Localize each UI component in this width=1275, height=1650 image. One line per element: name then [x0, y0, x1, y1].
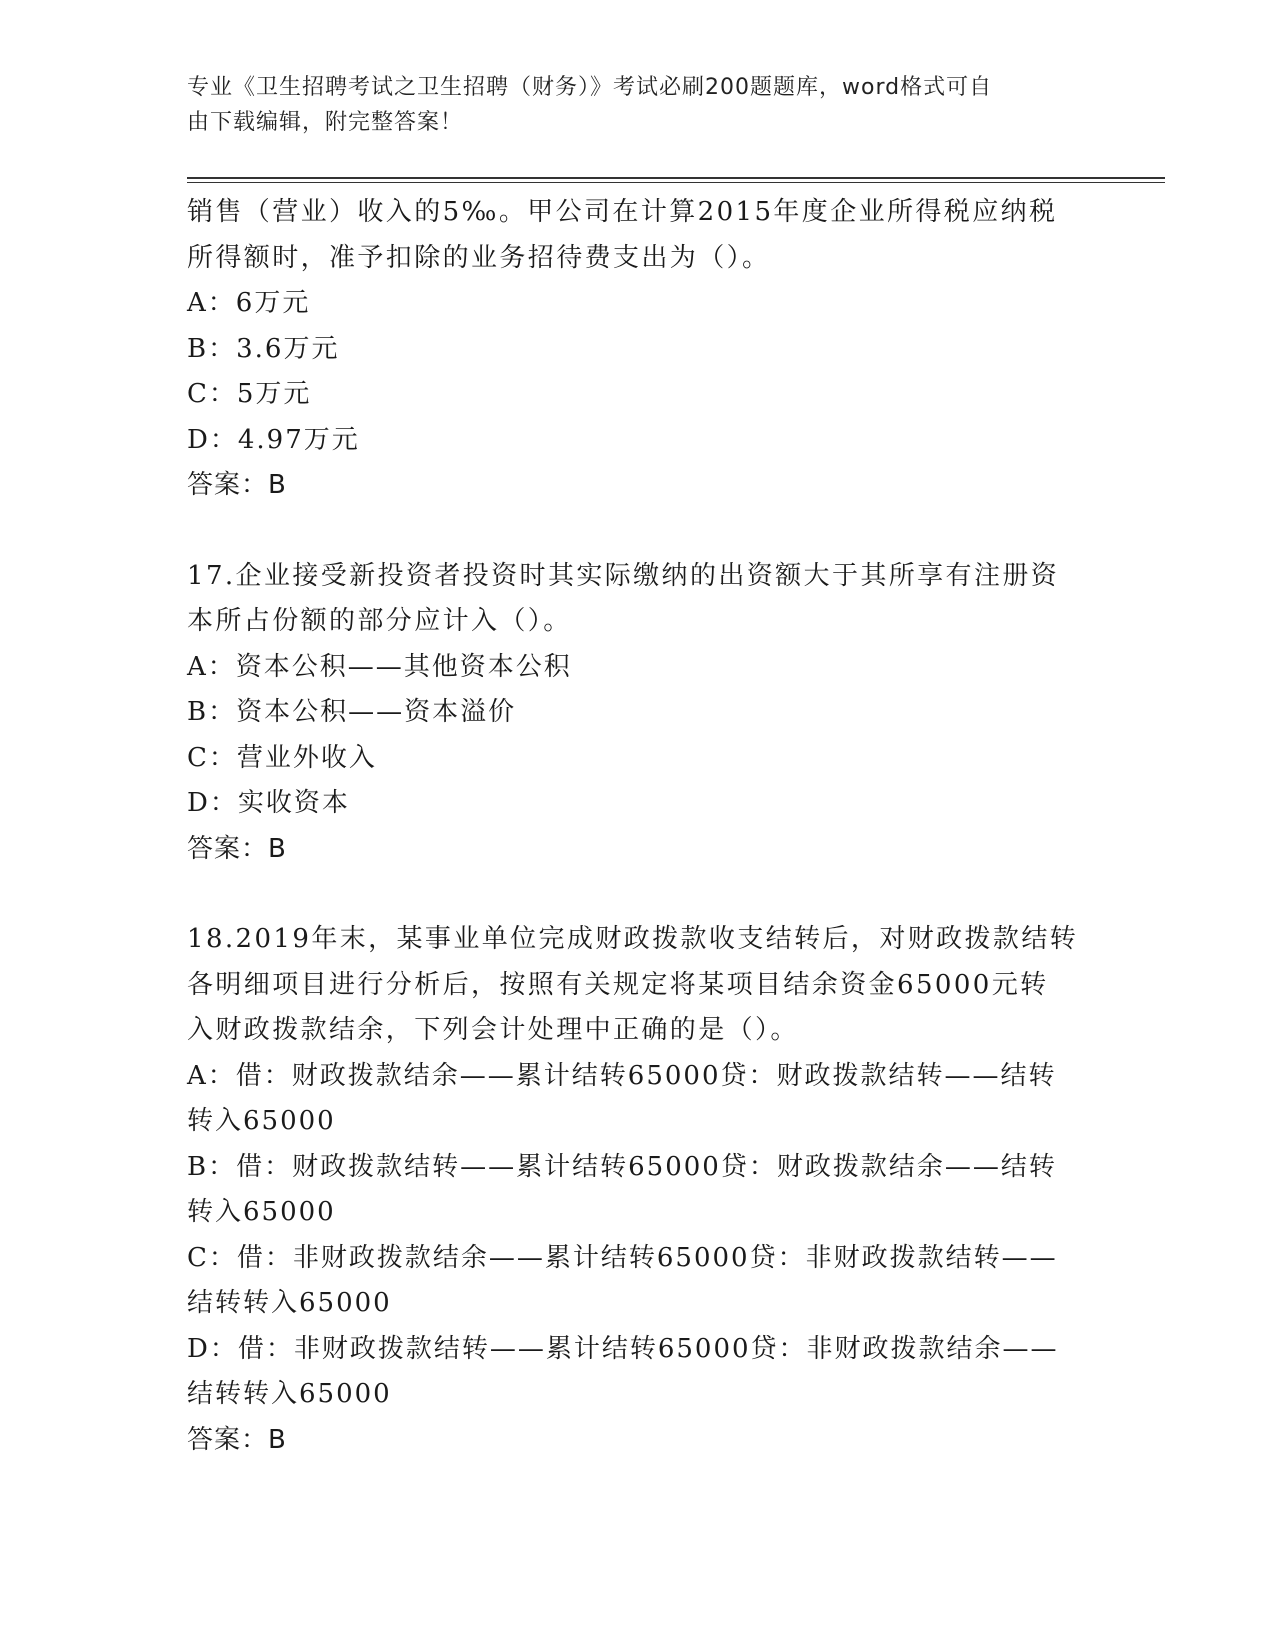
document-body — [187, 190, 1087, 1463]
spacer — [187, 872, 1087, 917]
option-c: C：5万元 — [187, 379, 312, 409]
header-title-line-1: 专业《卫生招聘考试之卫生招聘（财务）》考试必刷200题题库，word格式可自 — [187, 75, 993, 100]
question-stem — [187, 190, 1087, 281]
option-c: C：营业外收入 — [187, 742, 377, 773]
answer: 答案：B — [187, 470, 287, 500]
answer: 答案：B — [187, 1424, 287, 1455]
option-a: A：6万元 — [187, 288, 311, 318]
stem-line: 入财政拨款结余，下列会计处理中正确的是（）。 — [187, 1015, 799, 1045]
question-stem — [187, 917, 1087, 1054]
stem-line: 18.2019年末，某事业单位完成财政拨款收支结转后，对财政拨款结转 — [187, 924, 1079, 954]
spacer — [187, 509, 1087, 554]
answer: 答案：B — [187, 833, 287, 864]
question-stem — [187, 554, 1087, 645]
option-a: A：资本公积——其他资本公积 — [187, 651, 572, 682]
option-d — [187, 1327, 1087, 1418]
question-16 — [187, 190, 1087, 509]
option-line: D：借：非财政拨款结转——累计结转65000贷：非财政拨款结余—— — [187, 1333, 1059, 1364]
option-line: 结转转入65000 — [187, 1288, 392, 1318]
option-line: 转入65000 — [187, 1197, 336, 1227]
option-d: D：实收资本 — [187, 788, 350, 818]
option-b: B：资本公积——资本溢价 — [187, 697, 517, 727]
option-line: 结转转入65000 — [187, 1379, 392, 1409]
option-line: C：借：非财政拨款结余——累计结转65000贷：非财政拨款结转—— — [187, 1242, 1058, 1273]
stem-line: 17.企业接受新投资者投资时其实际缴纳的出资额大于其所享有注册资 — [187, 560, 1060, 591]
stem-line: 销售（营业）收入的5‰。甲公司在计算2015年度企业所得税应纳税 — [187, 197, 1058, 227]
option-d: D：4.97万元 — [187, 424, 360, 455]
stem-line: 各明细项目进行分析后，按照有关规定将某项目结余资金65000元转 — [187, 969, 1049, 1000]
stem-line: 所得额时，准予扣除的业务招待费支出为（）。 — [187, 242, 771, 273]
option-line: 转入65000 — [187, 1106, 336, 1136]
question-17 — [187, 554, 1087, 873]
option-b — [187, 1145, 1087, 1236]
option-line: B：借：财政拨款结转——累计结转65000贷：财政拨款结余——结转 — [187, 1151, 1057, 1182]
header-divider — [187, 177, 1165, 183]
question-18 — [187, 917, 1087, 1463]
option-a — [187, 1054, 1087, 1145]
option-line: A：借：财政拨款结余——累计结转65000贷：财政拨款结转——结转 — [187, 1060, 1057, 1091]
stem-line: 本所占份额的部分应计入（）。 — [187, 606, 572, 636]
option-c — [187, 1236, 1087, 1327]
header-title-line-2: 由下载编辑，附完整答案！ — [187, 110, 464, 135]
document-header — [187, 70, 1087, 140]
option-b: B：3.6万元 — [187, 333, 340, 364]
